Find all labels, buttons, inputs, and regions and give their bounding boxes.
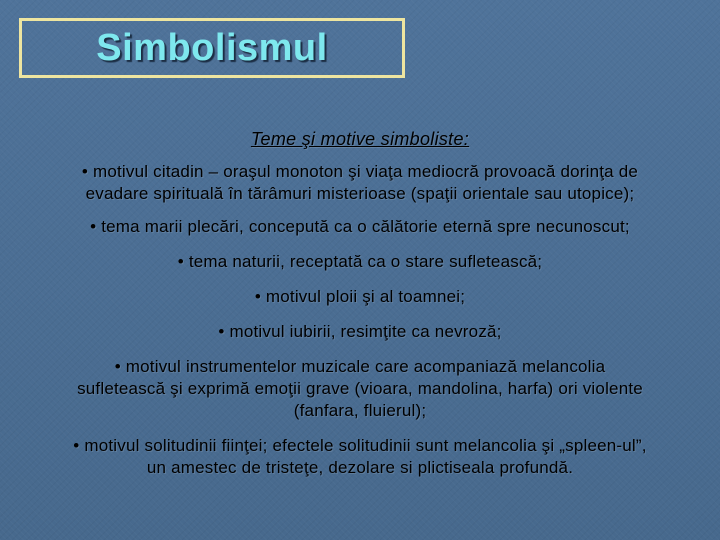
- slide-subtitle: Teme şi motive simboliste:: [250, 129, 470, 149]
- slide-title: Simbolismul: [96, 26, 328, 69]
- bullet-line: • motivul solitudinii fiinţei; efectele solitudinii sunt melancolia şi „spleen‑ul”,: [73, 436, 647, 455]
- bullet-item: [20, 286, 700, 308]
- bullet-item: [20, 321, 700, 343]
- bullet-line: sufletească şi exprimă emoţii grave (vioara, mandolina, harfa) ori violente: [77, 379, 643, 398]
- bullet-item: [20, 356, 700, 422]
- bullet-item: [20, 216, 700, 238]
- bullet-item: [20, 435, 700, 479]
- bullet-line: • motivul ploii şi al toamnei;: [254, 287, 466, 306]
- bullet-line: • tema naturii, receptată ca o stare sufletească;: [177, 252, 543, 271]
- bullet-line: • motivul iubirii, resimţite ca nevroză;: [218, 322, 502, 341]
- bullet-line: • motivul citadin – oraşul monoton şi viaţa mediocră provoacă dorinţa de: [81, 162, 639, 181]
- bullet-line: • tema marii plecări, concepută ca o călătorie eternă spre necunoscut;: [90, 217, 630, 236]
- bullet-line: (fanfara, fluierul);: [293, 401, 427, 420]
- bullet-line: un amestec de tristeţe, dezolare si plictiseala profundă.: [146, 458, 574, 477]
- bullet-item: [20, 161, 700, 205]
- slide-title-box: [19, 18, 405, 78]
- bullet-line: evadare spirituală în tărâmuri misterioase (spaţii orientale sau utopice);: [85, 184, 635, 203]
- slide-content: [20, 128, 700, 479]
- bullet-item: [20, 251, 700, 273]
- bullet-line: • motivul instrumentelor muzicale care acompaniază melancolia: [114, 357, 606, 376]
